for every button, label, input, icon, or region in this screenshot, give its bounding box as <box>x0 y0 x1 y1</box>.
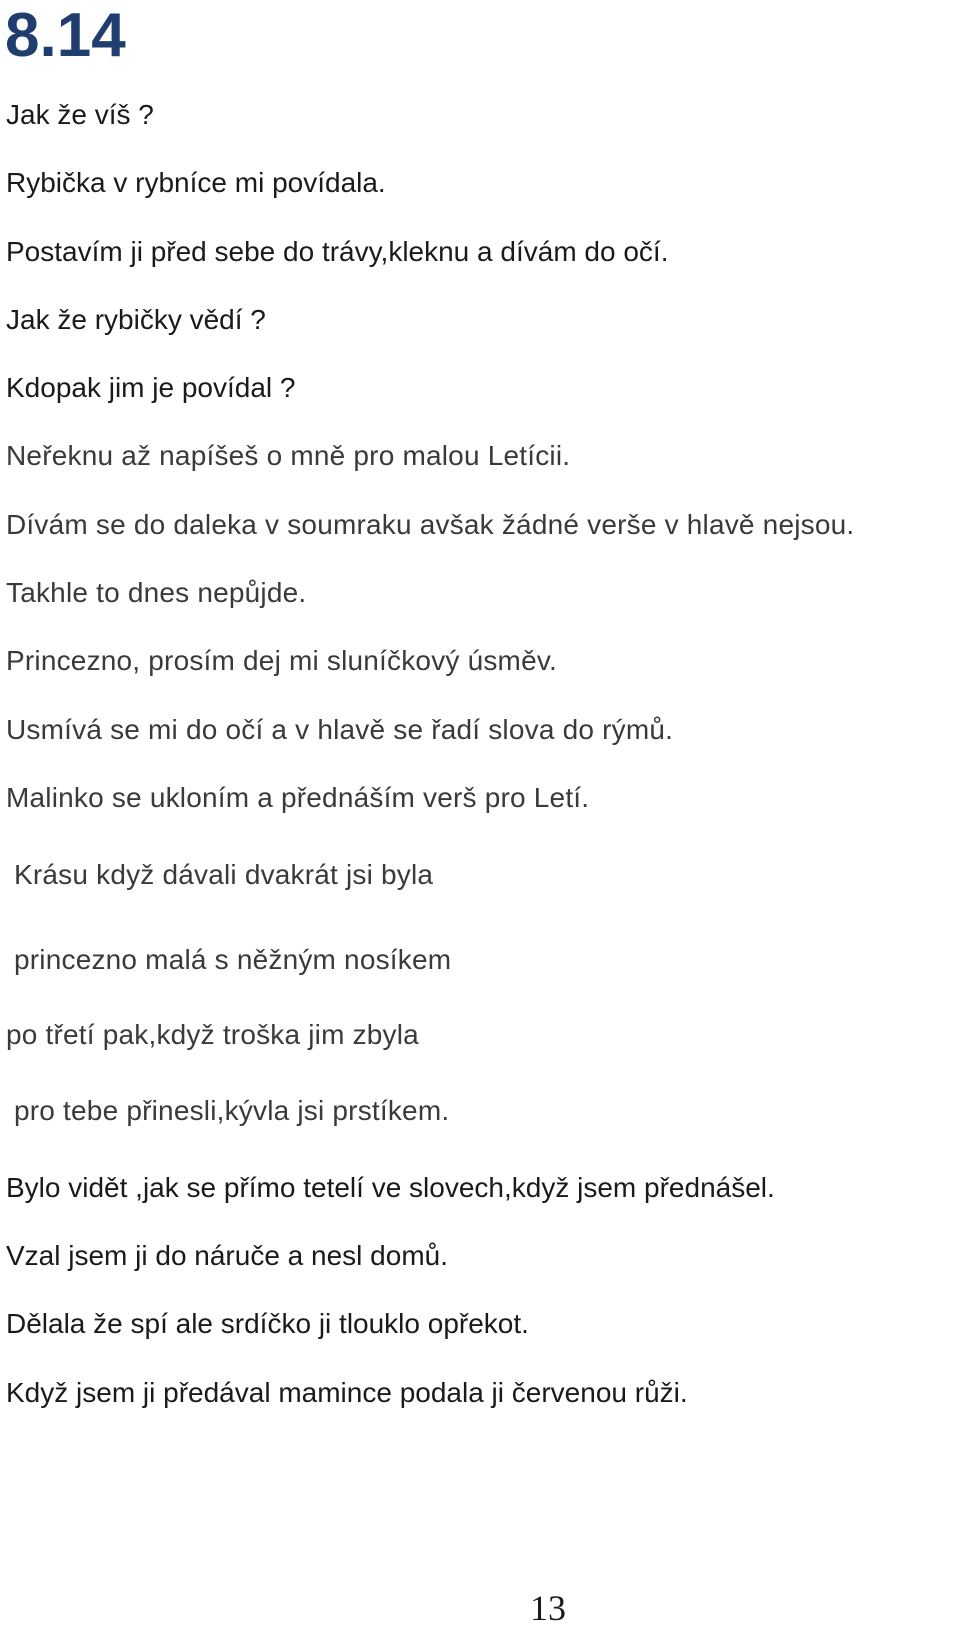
text-line: Postavím ji před sebe do trávy,kleknu a dívám do očí. <box>6 236 669 267</box>
text-line: Takhle to dnes nepůjde. <box>6 577 307 608</box>
text-line: Rybička v rybníce mi povídala. <box>6 167 386 198</box>
text-line: Kdopak jim je povídal ? <box>6 372 296 403</box>
text-line: Vzal jsem ji do náruče a nesl domů. <box>6 1240 448 1271</box>
verse-line: princezno malá s něžným nosíkem <box>14 944 452 975</box>
text-line: Jak že víš ? <box>6 99 154 130</box>
text-line: Jak že rybičky vědí ? <box>6 304 266 335</box>
text-line: Neřeknu až napíšeš o mně pro malou Letícii. <box>6 440 571 471</box>
text-line: Bylo vidět ,jak se přímo tetelí ve slovech,když jsem přednášel. <box>6 1172 775 1203</box>
text-line: Princezno, prosím dej mi sluníčkový úsměv. <box>6 645 557 676</box>
chapter-heading: 8.14 <box>5 1 126 70</box>
text-line: Když jsem ji předával mamince podala ji červenou růži. <box>6 1377 688 1408</box>
text-line: Malinko se ukloním a přednáším verš pro Letí. <box>6 782 590 813</box>
verse-line: Krásu když dávali dvakrát jsi byla <box>14 859 434 890</box>
text-line: Dívám se do daleka v soumraku avšak žádné verše v hlavě nejsou. <box>6 509 855 540</box>
text-line: Usmívá se mi do očí a v hlavě se řadí slova do rýmů. <box>6 714 674 745</box>
text-line: Dělala že spí ale srdíčko ji tlouklo opřekot. <box>6 1308 529 1339</box>
page-number: 13 <box>530 1588 566 1628</box>
verse-line: po třetí pak,když troška jim zbyla <box>6 1019 419 1050</box>
verse-line: pro tebe přinesli,kývla jsi prstíkem. <box>14 1095 450 1126</box>
